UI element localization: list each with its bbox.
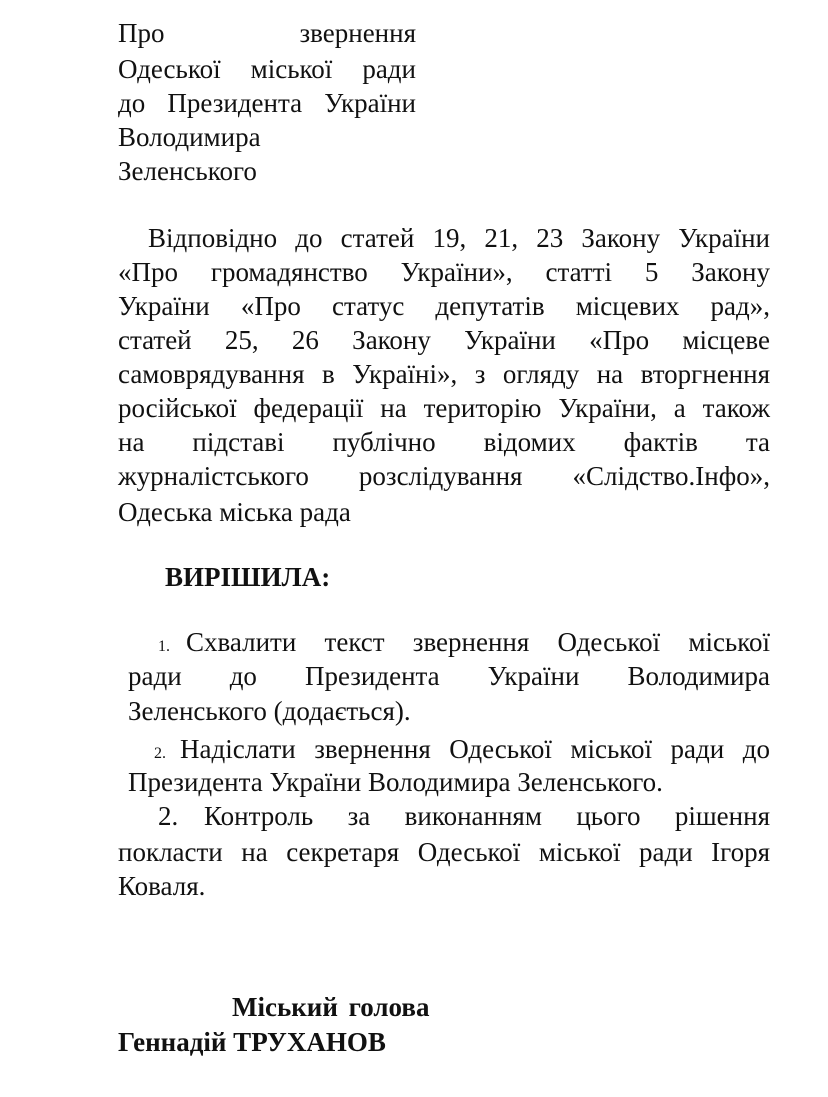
heading-line-2: Одеської міської ради [118, 54, 416, 84]
heading-line-1: Про звернення [118, 18, 416, 48]
heading-line-4: Володимира [118, 122, 261, 152]
preamble-line-7: на підставі публічно відомих фактів та [118, 427, 770, 457]
preamble-line-6: російської федерації на територію України, а також [118, 393, 770, 423]
heading-line-3: до Президента України [118, 88, 416, 118]
preamble-line-1: Відповідно до статей 19, 21, 23 Закону України [148, 223, 770, 253]
preamble-line-8: журналістського розслідування «Слідство.Інфо», [118, 461, 770, 491]
item-1-line-1: Схвалити текст звернення Одеської міської [186, 627, 770, 657]
preamble-line-4: статей 25, 26 Закону України «Про місцеве [118, 325, 770, 355]
item-3-line-2: покласти на секретаря Одеської міської ради Ігоря [118, 837, 770, 867]
signature-title: Міський голова [232, 992, 430, 1022]
preamble-line-9: Одеська міська рада [118, 497, 351, 527]
signature-name: Геннадій ТРУХАНОВ [118, 1027, 386, 1057]
item-3-number: 2. [158, 801, 179, 831]
item-1-number-text: 1. [158, 638, 170, 655]
item-3-line-3: Коваля. [118, 871, 206, 901]
decision-heading: ВИРІШИЛА: [165, 562, 331, 592]
heading-line-5: Зеленського [118, 156, 257, 186]
item-3-line-1: Контроль за виконанням цього рішення [204, 801, 770, 831]
item-1-line-3: Зеленського (додається). [128, 696, 411, 726]
item-2-line-2: Президента України Володимира Зеленського. [128, 767, 663, 797]
preamble-line-2: «Про громадянство України», статті 5 Закону [118, 257, 770, 287]
item-2-line-1: Надіслати звернення Одеської міської ради до [180, 734, 770, 764]
item-2-number-text: 2. [154, 745, 166, 762]
item-1-line-2: ради до Президента України Володимира [128, 661, 770, 691]
preamble-line-3: України «Про статус депутатів місцевих рад», [118, 291, 770, 321]
preamble-line-5: самоврядування в Україні», з огляду на вторгнення [118, 359, 770, 389]
